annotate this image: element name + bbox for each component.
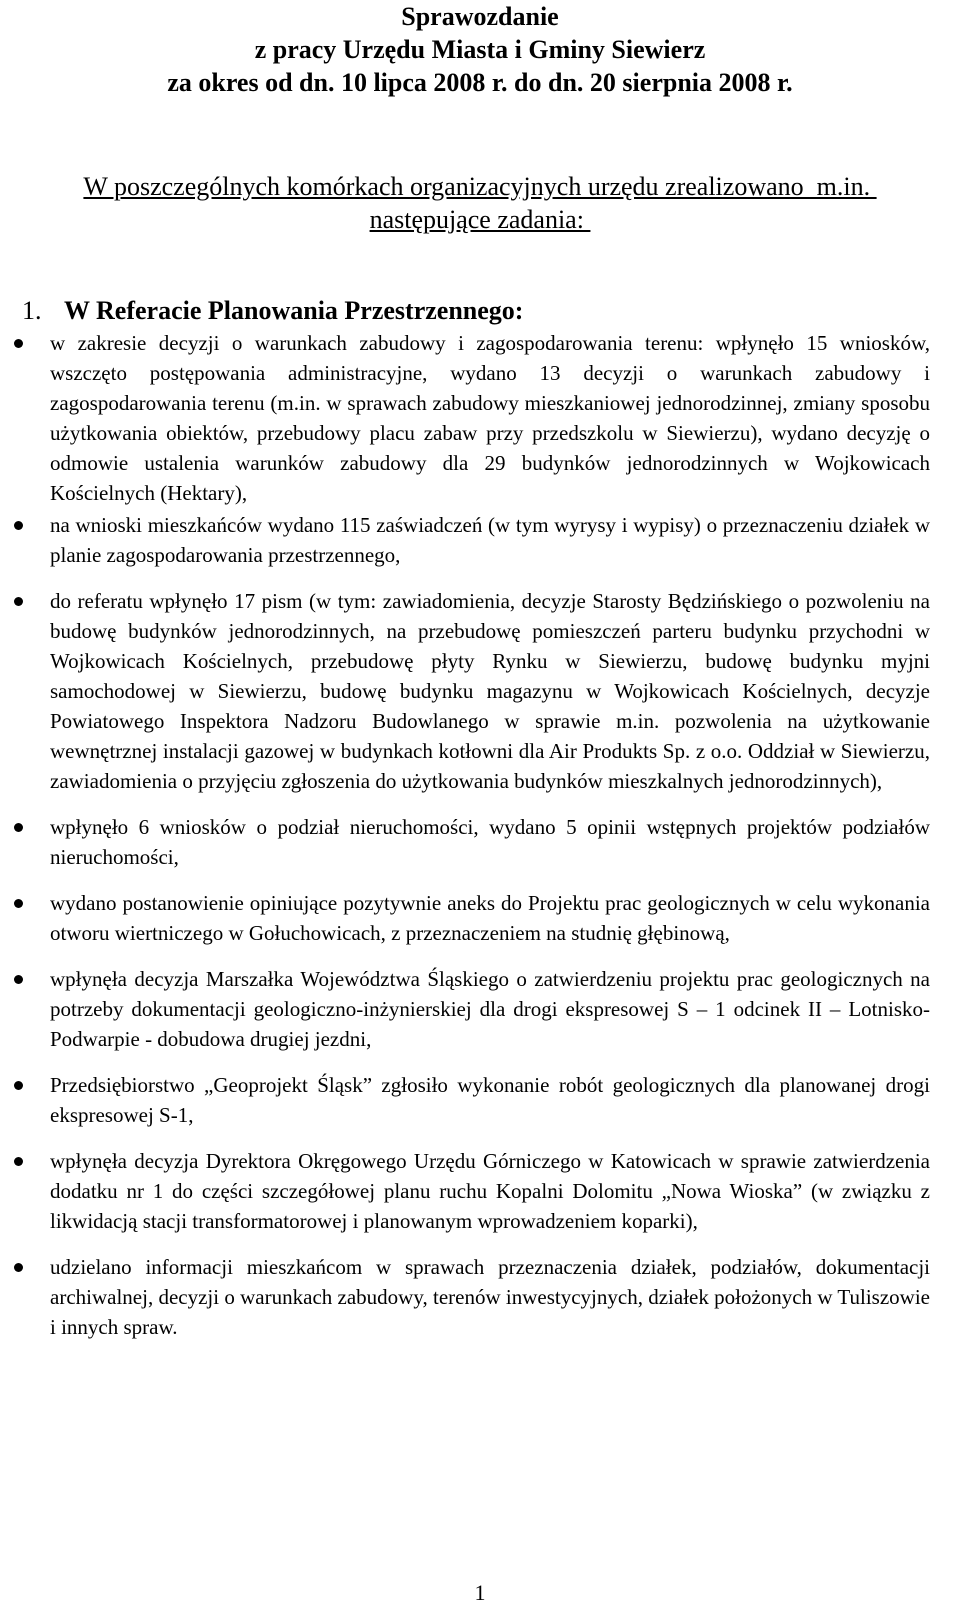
list-item: [50, 328, 930, 508]
list-item-text: wpłynęła decyzja Dyrektora Okręgowego Urzędu Górniczego w Katowicach w sprawie zatwierdzenia dodatku nr 1 do części szczegółowej planu ruchu Kopalni Dolomitu „Nowa Wioska” (w związku z likwidacją stacji transformatorowej i planowanym wprowadzeniem koparki),: [50, 1149, 930, 1233]
list-item-text: do referatu wpłynęło 17 pism (w tym: zawiadomienia, decyzje Starosty Będzińskiego o pozwoleniu na budowę budynków jednorodzinnych, na przebudowę pomieszczeń parteru budynku przychodni w Wojkowicach Kościelnych, przebudowę płyty Rynku w Siewierzu, budowę budynku myjni samochodowej w Siewierzu, budowę budynku magazynu w Wojkowicach Kościelnych, decyzje Powiatowego Inspektora Nadzoru Budowlanego w sprawie m.in. pozwolenia na użytkowanie wewnętrznej instalacji gazowej w budynkach kotłowni dla Air Produkts Sp. z o.o. Oddział w Siewierzu, zawiadomienia o przyjęciu zgłoszenia do użytkowania budynków mieszkalnych jednorodzinnych),: [50, 589, 930, 793]
bullet-icon: [14, 1263, 23, 1272]
list-item: [50, 586, 930, 796]
section-heading: [22, 296, 523, 326]
bullet-icon: [14, 823, 23, 832]
list-item: [50, 1252, 930, 1342]
intro-paragraph: [0, 170, 960, 236]
title-line-1: Sprawozdanie: [401, 2, 559, 31]
section-number: 1.: [22, 296, 42, 325]
bullet-icon: [14, 339, 23, 348]
bullet-icon: [14, 597, 23, 606]
page-number: 1: [474, 1580, 486, 1605]
bullet-icon: [14, 1157, 23, 1166]
list-item: [50, 964, 930, 1054]
bullet-icon: [14, 1081, 23, 1090]
list-item-text: w zakresie decyzji o warunkach zabudowy i zagospodarowania terenu: wpłynęło 15 wniosków, wszczęto postępowania administracyjne, wydano 13 decyzji o warunkach zabudowy i zagospodarowania terenu (m.in. w sprawach zabudowy mieszkaniowej jednorodzinnej, zmiany sposobu użytkowania obiektów, przebudowy placu zabaw przy przedszkolu w Siewierzu), wydano decyzję o odmowie ustalenia warunków zabudowy dla 29 budynków jednorodzinnych w Wojkowicach Kościelnych (Hektary),: [50, 331, 930, 505]
intro-line-2: następujące zadania:: [369, 205, 591, 234]
list-item: [50, 510, 930, 570]
task-list: [0, 328, 960, 1342]
bullet-icon: [14, 975, 23, 984]
bullet-icon: [14, 899, 23, 908]
list-item: [50, 812, 930, 872]
list-item-text: udzielano informacji mieszkańcom w sprawach przeznaczenia działek, podziałów, dokumentacji archiwalnej, decyzji o warunkach zabudowy, terenów inwestycyjnych, działek położonych w Tuliszowie i innych spraw.: [50, 1255, 930, 1339]
section-title: W Referacie Planowania Przestrzennego:: [64, 296, 524, 325]
intro-line-1: W poszczególnych komórkach organizacyjnych urzędu zrealizowano m.in.: [83, 172, 877, 201]
list-item-text: wydano postanowienie opiniujące pozytywnie aneks do Projektu prac geologicznych w celu wykonania otworu wiertniczego w Gołuchowicach, z przeznaczeniem na studnię głębinową,: [50, 891, 930, 945]
list-item: [50, 1146, 930, 1236]
list-item-text: wpłynęło 6 wniosków o podział nieruchomości, wydano 5 opinii wstępnych projektów podziałów nieruchomości,: [50, 815, 930, 869]
title-line-2: z pracy Urzędu Miasta i Gminy Siewierz: [254, 35, 706, 64]
list-item: [50, 1070, 930, 1130]
list-item-text: Przedsiębiorstwo „Geoprojekt Śląsk” zgłosiło wykonanie robót geologicznych dla planowanej drogi ekspresowej S-1,: [50, 1073, 930, 1127]
bullet-icon: [14, 521, 23, 530]
report-title: [0, 0, 960, 99]
list-item-text: wpłynęła decyzja Marszałka Województwa Śląskiego o zatwierdzeniu projektu prac geologicznych na potrzeby dokumentacji geologiczno-inżynierskiej dla drogi ekspresowej S – 1 odcinek II – Lotnisko-Podwarpie - dobudowa drugiej jezdni,: [50, 967, 930, 1051]
list-item-text: na wnioski mieszkańców wydano 115 zaświadczeń (w tym wyrysy i wypisy) o przeznaczeniu działek w planie zagospodarowania przestrzennego,: [50, 513, 930, 567]
title-line-3: za okres od dn. 10 lipca 2008 r. do dn. 20 sierpnia 2008 r.: [167, 68, 793, 97]
list-item: [50, 888, 930, 948]
